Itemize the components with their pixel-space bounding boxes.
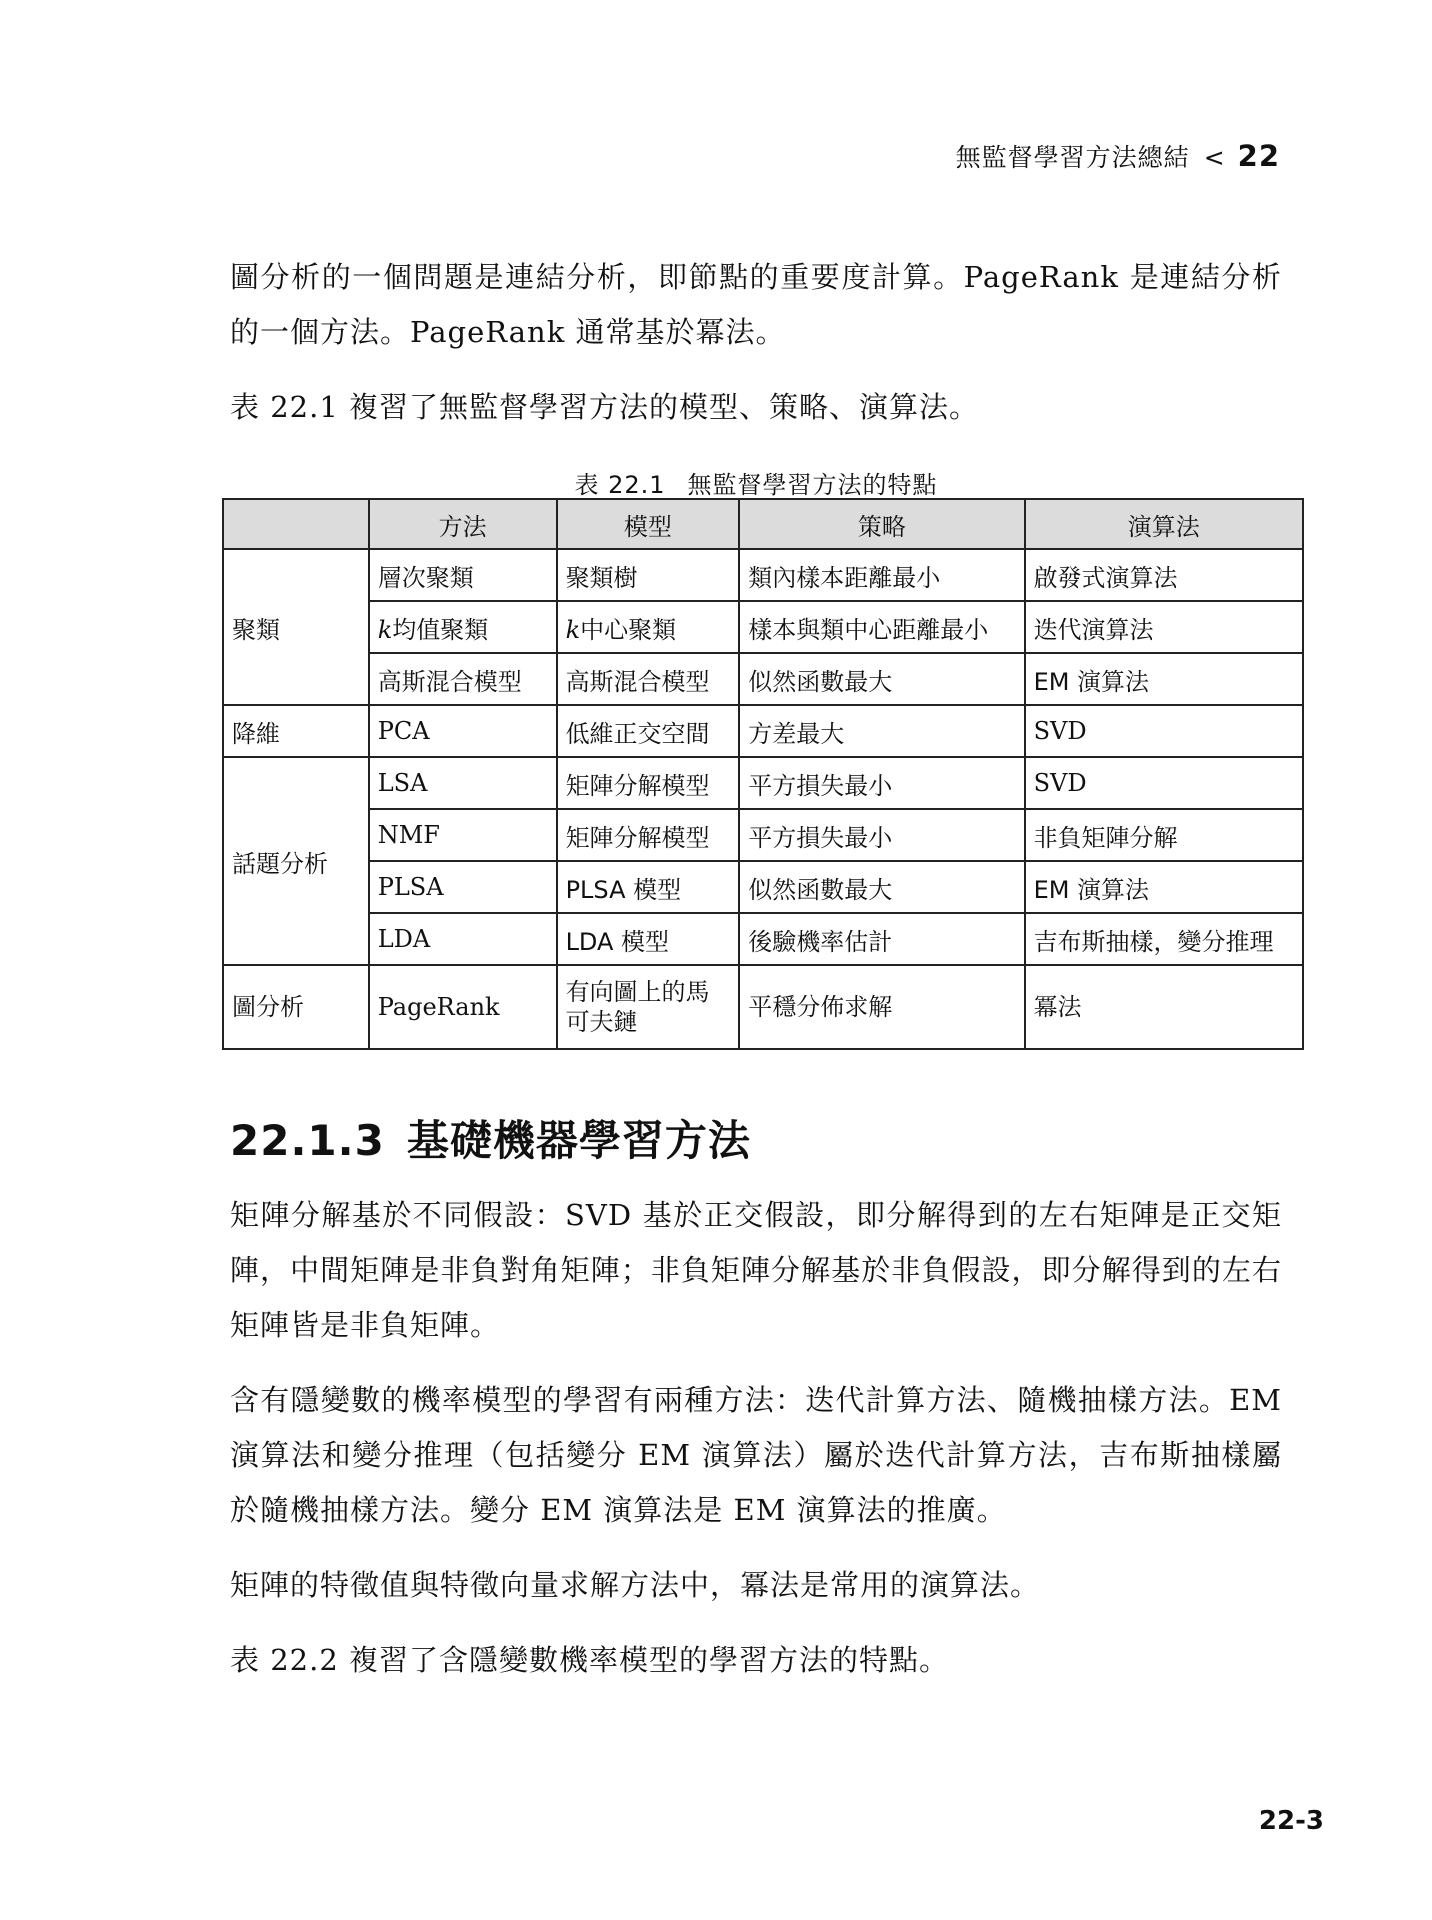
- table-cell: 有向圖上的馬可夫鏈: [557, 965, 740, 1049]
- table-cell: 吉布斯抽樣，變分推理: [1025, 913, 1303, 965]
- group-cell: 話題分析: [223, 757, 369, 965]
- table-cell: LDA 模型: [557, 913, 740, 965]
- table-cell: EM 演算法: [1025, 861, 1303, 913]
- header-cell: 模型: [557, 499, 740, 549]
- table-cell: PageRank: [369, 965, 557, 1049]
- group-cell: 降維: [223, 705, 369, 757]
- section-title: 基礎機器學習方法: [406, 1116, 751, 1165]
- table-cell: 迭代演算法: [1025, 601, 1303, 653]
- table-cell: 矩陣分解模型: [557, 757, 740, 809]
- table-header-row: [223, 499, 1303, 549]
- table-row: [223, 653, 1303, 705]
- paragraph: 含有隱變數的機率模型的學習有兩種方法：迭代計算方法、隨機抽樣方法。EM 演算法和變分推理（包括變分 EM 演算法）屬於迭代計算方法，吉布斯抽樣屬於隨機抽樣方法。變分 EM 演算法是 EM 演算法的推廣。: [230, 1383, 1282, 1527]
- page-number: 22-3: [1258, 1806, 1324, 1836]
- section-body: [230, 1188, 1282, 1708]
- paragraph: 矩陣分解基於不同假設：SVD 基於正交假設，即分解得到的左右矩陣是正交矩陣，中間矩陣是非負對角矩陣；非負矩陣分解基於非負假設，即分解得到的左右矩陣皆是非負矩陣。: [230, 1198, 1282, 1342]
- section-number: 22.1.3: [230, 1116, 385, 1165]
- table-cell: 冪法: [1025, 965, 1303, 1049]
- table-row: [223, 913, 1303, 965]
- table-row: [223, 965, 1303, 1049]
- table-row: [223, 861, 1303, 913]
- table-cell: LDA: [369, 913, 557, 965]
- chapter-number: 22: [1237, 139, 1280, 173]
- paragraph: 矩陣的特徵值與特徵向量求解方法中，冪法是常用的演算法。: [230, 1568, 1041, 1602]
- table-caption: [230, 465, 1282, 500]
- table-cell: PLSA: [369, 861, 557, 913]
- table-cell: 平方損失最小: [739, 809, 1024, 861]
- paragraph: 圖分析的一個問題是連結分析，即節點的重要度計算。PageRank 是連結分析的一個方法。PageRank 通常基於冪法。: [230, 260, 1282, 349]
- variable-k: k: [377, 615, 393, 644]
- header-separator: <: [1203, 143, 1226, 172]
- header-cell: 策略: [739, 499, 1024, 549]
- table-cell: 類內樣本距離最小: [739, 549, 1024, 601]
- table-cell: 低維正交空間: [557, 705, 740, 757]
- table-cell: NMF: [369, 809, 557, 861]
- table-cell: PCA: [369, 705, 557, 757]
- variable-k: k: [565, 615, 581, 644]
- table-cell: 矩陣分解模型: [557, 809, 740, 861]
- methods-table: [222, 498, 1304, 1050]
- table-cell: 非負矩陣分解: [1025, 809, 1303, 861]
- table-cell: 啟發式演算法: [1025, 549, 1303, 601]
- intro-text: [230, 250, 1282, 520]
- table-row: [223, 705, 1303, 757]
- header-cell: 演算法: [1025, 499, 1303, 549]
- header-cell: 方法: [369, 499, 557, 549]
- table-cell: SVD: [1025, 757, 1303, 809]
- table-row: [223, 809, 1303, 861]
- table-cell: 平方損失最小: [739, 757, 1024, 809]
- table-cell: 平穩分佈求解: [739, 965, 1024, 1049]
- table-cell: 似然函數最大: [739, 653, 1024, 705]
- table-cell: PLSA 模型: [557, 861, 740, 913]
- table-cell: 高斯混合模型: [369, 653, 557, 705]
- header-cell: [223, 499, 369, 549]
- table-cell: 高斯混合模型: [557, 653, 740, 705]
- table-cell: EM 演算法: [1025, 653, 1303, 705]
- table-cell: k中心聚類: [557, 601, 740, 653]
- table-cell: 聚類樹: [557, 549, 740, 601]
- group-cell: 圖分析: [223, 965, 369, 1049]
- table-cell: 後驗機率估計: [739, 913, 1024, 965]
- table-caption-title: 無監督學習方法的特點: [687, 471, 938, 499]
- group-cell: 聚類: [223, 549, 369, 705]
- table-row: [223, 601, 1303, 653]
- chapter-title: 無監督學習方法總結: [955, 143, 1190, 172]
- table-row: [223, 549, 1303, 601]
- running-header: [956, 138, 1280, 174]
- table-row: [223, 757, 1303, 809]
- table-cell: 層次聚類: [369, 549, 557, 601]
- table-cell: 方差最大: [739, 705, 1024, 757]
- table-cell: SVD: [1025, 705, 1303, 757]
- paragraph: 表 22.2 複習了含隱變數機率模型的學習方法的特點。: [230, 1643, 950, 1677]
- table-cell: k均值聚類: [369, 601, 557, 653]
- table-cell: 似然函數最大: [739, 861, 1024, 913]
- table-caption-number: 表 22.1: [574, 471, 666, 499]
- table-cell: LSA: [369, 757, 557, 809]
- section-heading: [230, 1108, 1290, 1168]
- table-cell: 樣本與類中心距離最小: [739, 601, 1024, 653]
- paragraph: 表 22.1 複習了無監督學習方法的模型、策略、演算法。: [230, 390, 980, 424]
